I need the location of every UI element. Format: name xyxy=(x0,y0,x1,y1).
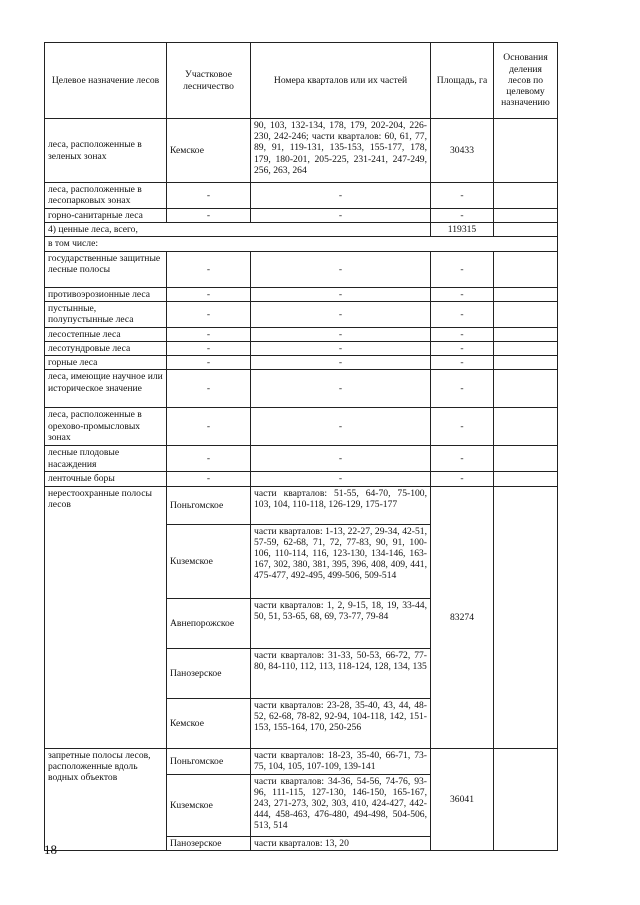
header-area: Площадь, га xyxy=(431,43,494,119)
table-row xyxy=(45,209,558,223)
row-forestry: - xyxy=(167,408,251,446)
row-forestry: - xyxy=(167,327,251,341)
row-quarters: - xyxy=(251,183,431,209)
row-quarters: - xyxy=(251,209,431,223)
row-basis xyxy=(494,486,558,748)
row-quarters: - xyxy=(251,446,431,472)
row-forestry: Авнепорожское xyxy=(167,598,251,648)
table-row xyxy=(45,486,558,524)
row-forestry: - xyxy=(167,183,251,209)
row-basis xyxy=(494,356,558,370)
row-purpose: лесные плодовые насаждения xyxy=(45,446,167,472)
row-area: - xyxy=(431,446,494,472)
table-row xyxy=(45,183,558,209)
row-area: - xyxy=(431,209,494,223)
table-row xyxy=(45,356,558,370)
row-area: - xyxy=(431,408,494,446)
forest-purpose-table xyxy=(44,42,558,851)
row-area: - xyxy=(431,370,494,408)
row-area: 119315 xyxy=(431,223,494,237)
row-purpose: леса, имеющие научное или историческое значение xyxy=(45,370,167,408)
table-row xyxy=(45,223,558,237)
row-purpose: ленточные боры xyxy=(45,472,167,486)
row-basis xyxy=(494,251,558,287)
row-quarters: части кварталов: 18-23, 35-40, 66-71, 73-75, 104, 105, 107-109, 139-141 xyxy=(251,748,431,774)
table-row xyxy=(45,472,558,486)
row-forestry: Кuземское xyxy=(167,774,251,836)
row-forestry: Панозерское xyxy=(167,836,251,850)
row-area: 36041 xyxy=(431,748,494,850)
row-quarters: - xyxy=(251,327,431,341)
row-area: - xyxy=(431,301,494,327)
row-purpose: противоэрозионные леса xyxy=(45,287,167,301)
row-area: - xyxy=(431,472,494,486)
row-quarters: части кварталов: 51-55, 64-70, 75-100, 103, 104, 110-118, 126-129, 175-177 xyxy=(251,486,431,524)
row-forestry: - xyxy=(167,342,251,356)
row-forestry: - xyxy=(167,446,251,472)
table-row xyxy=(45,119,558,183)
row-basis xyxy=(494,446,558,472)
row-quarters: части кварталов: 31-33, 50-53, 66-72, 77-80, 84-110, 112, 113, 118-124, 128, 134, 135 xyxy=(251,648,431,698)
row-quarters: 90, 103, 132-134, 178, 179, 202-204, 226-230, 242-246; части кварталов: 60, 61, 77, 89, 91, 119-131, 135-153, 155-177, 178, 179, 180-201, 205-225, 231-241, 247-249, 256, 263, 264 xyxy=(251,119,431,183)
row-area: 83274 xyxy=(431,486,494,748)
row-forestry: - xyxy=(167,209,251,223)
row-quarters: - xyxy=(251,408,431,446)
row-purpose: государственные защитные лесные полосы xyxy=(45,251,167,287)
row-purpose: нерестоохранные полосы лесов xyxy=(45,486,167,748)
row-area: 30433 xyxy=(431,119,494,183)
row-quarters: части кварталов: 1-13, 22-27, 29-34, 42-51, 57-59, 62-68, 71, 72, 77-83, 90, 91, 100-106, 110-114, 116, 123-130, 134-146, 163-167, 302, 380, 381, 395, 396, 408, 409, 441, 475-477, 492-495, 499-506, 509-514 xyxy=(251,524,431,598)
row-area: - xyxy=(431,287,494,301)
row-basis xyxy=(494,301,558,327)
row-forestry: - xyxy=(167,370,251,408)
row-quarters: - xyxy=(251,472,431,486)
row-forestry: Кuземское xyxy=(167,524,251,598)
row-forestry: Поньгомское xyxy=(167,748,251,774)
row-basis xyxy=(494,209,558,223)
header-purpose: Целевое назначение лесов xyxy=(45,43,167,119)
row-forestry: Кемское xyxy=(167,698,251,748)
row-forestry: - xyxy=(167,251,251,287)
row-quarters: - xyxy=(251,342,431,356)
row-quarters: - xyxy=(251,287,431,301)
row-basis xyxy=(494,327,558,341)
row-basis xyxy=(494,472,558,486)
row-purpose: запретные полосы лесов, расположенные вдоль водных объектов xyxy=(45,748,167,850)
row-forestry: - xyxy=(167,287,251,301)
table-row xyxy=(45,408,558,446)
row-forestry: - xyxy=(167,356,251,370)
row-forestry: Панозерское xyxy=(167,648,251,698)
row-forestry: Поньгомское xyxy=(167,486,251,524)
row-quarters: части кварталов: 34-36, 54-56, 74-76, 93-96, 111-115, 127-130, 146-150, 165-167, 243, 271-273, 302, 303, 410, 424-427, 442-444, 458-463, 476-480, 494-498, 504-506, 513, 514 xyxy=(251,774,431,836)
row-quarters: - xyxy=(251,370,431,408)
row-purpose: в том числе: xyxy=(45,237,558,251)
row-quarters: части кварталов: 23-28, 35-40, 43, 44, 48-52, 62-68, 78-82, 92-94, 104-118, 142, 151-153, 155-164, 170, 250-256 xyxy=(251,698,431,748)
row-purpose: леса, расположенные в зеленых зонах xyxy=(45,119,167,183)
table-row xyxy=(45,237,558,251)
row-area: - xyxy=(431,342,494,356)
row-basis xyxy=(494,183,558,209)
page-number: 18 xyxy=(44,842,57,857)
row-purpose: лесостепные леса xyxy=(45,327,167,341)
table-row xyxy=(45,301,558,327)
row-basis xyxy=(494,370,558,408)
header-quarters: Номера кварталов или их частей xyxy=(251,43,431,119)
table-row xyxy=(45,251,558,287)
row-purpose: горные леса xyxy=(45,356,167,370)
table-row xyxy=(45,446,558,472)
row-area: - xyxy=(431,183,494,209)
row-area: - xyxy=(431,327,494,341)
table-row xyxy=(45,287,558,301)
table-row xyxy=(45,327,558,341)
row-purpose: 4) ценные леса, всего, xyxy=(45,223,431,237)
row-quarters: - xyxy=(251,356,431,370)
row-forestry: Кемское xyxy=(167,119,251,183)
row-quarters: части кварталов: 13, 20 xyxy=(251,836,431,850)
row-basis xyxy=(494,342,558,356)
row-purpose: лесотундровые леса xyxy=(45,342,167,356)
row-basis xyxy=(494,119,558,183)
header-basis: Основания деления лесов по целевому назначению xyxy=(494,43,558,119)
table-row xyxy=(45,370,558,408)
row-quarters: - xyxy=(251,251,431,287)
row-quarters: - xyxy=(251,301,431,327)
row-forestry: - xyxy=(167,472,251,486)
row-area: - xyxy=(431,251,494,287)
row-quarters: части кварталов: 1, 2, 9-15, 18, 19, 33-44, 50, 51, 53-65, 68, 69, 73-77, 79-84 xyxy=(251,598,431,648)
row-basis xyxy=(494,287,558,301)
row-purpose: леса, расположенные в орехово-промысловых зонах xyxy=(45,408,167,446)
row-forestry: - xyxy=(167,301,251,327)
row-purpose: леса, расположенные в лесопарковых зонах xyxy=(45,183,167,209)
row-basis xyxy=(494,223,558,237)
row-purpose: горно-санитарные леса xyxy=(45,209,167,223)
table-row xyxy=(45,342,558,356)
table-row xyxy=(45,748,558,774)
header-forestry: Участковое лесничество xyxy=(167,43,251,119)
header-row xyxy=(45,43,558,119)
row-purpose: пустынные, полупустынные леса xyxy=(45,301,167,327)
row-area: - xyxy=(431,356,494,370)
row-basis xyxy=(494,748,558,850)
row-basis xyxy=(494,408,558,446)
